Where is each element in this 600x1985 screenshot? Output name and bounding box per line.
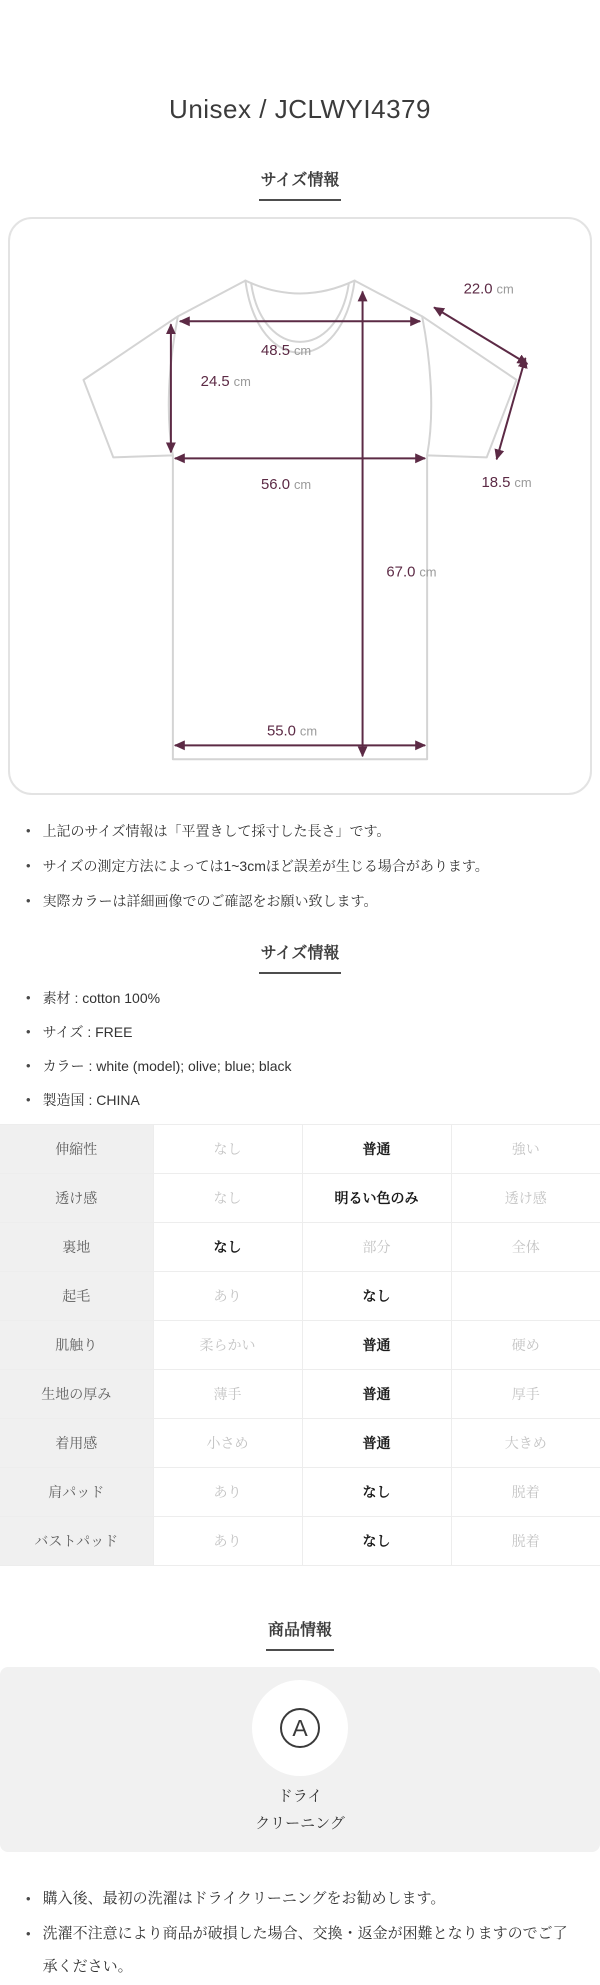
spec-row [0, 1468, 600, 1517]
size-diagram-panel [8, 217, 592, 795]
attribute-value: white (model); olive; blue; black [96, 1058, 292, 1074]
attribute-item [24, 988, 576, 1008]
care-note-text: 洗濯不注意により商品が破損した場合、交換・返金が困難となりますのでご了承ください。 [42, 1925, 568, 1975]
measurement-body-length [363, 291, 437, 756]
spec-option: 全体 [451, 1223, 600, 1272]
attribute-label: 素材 [42, 990, 71, 1006]
detail-section-heading: サイズ情報 [259, 946, 342, 974]
spec-label: 生地の厚み [0, 1370, 153, 1419]
bullet-icon: • [26, 1891, 31, 1906]
measurement-hem [175, 723, 425, 745]
spec-row [0, 1517, 600, 1566]
bullet-icon: • [26, 858, 31, 873]
spec-option: 部分 [302, 1223, 451, 1272]
attribute-separator: : [84, 1058, 97, 1074]
attribute-item [24, 1056, 576, 1076]
measurement-sleeve-length-label: 22.0 cm [463, 281, 514, 298]
spec-option: 硬め [451, 1321, 600, 1370]
bullet-icon: • [26, 893, 31, 908]
measurement-sleeve-opening [481, 358, 531, 491]
spec-option: なし [153, 1125, 302, 1174]
spec-row [0, 1174, 600, 1223]
measurement-sleeve-opening-label: 18.5 cm [481, 475, 532, 492]
spec-option-selected: なし [302, 1517, 451, 1566]
spec-option: なし [153, 1174, 302, 1223]
measurement-chest [175, 458, 425, 493]
spec-option-selected: なし [153, 1223, 302, 1272]
spec-row [0, 1223, 600, 1272]
spec-option: 小さめ [153, 1419, 302, 1468]
product-attributes-list [24, 988, 576, 1110]
attribute-value: cotton 100% [82, 990, 161, 1006]
attribute-text [43, 988, 161, 1008]
note-text: サイズの測定方法によっては1~3cmほど誤差が生じる場合があります。 [42, 858, 489, 874]
attribute-label: サイズ [42, 1024, 84, 1040]
spec-option: あり [153, 1468, 302, 1517]
note-text: 実際カラーは詳細画像でのご確認をお願い致します。 [42, 893, 378, 909]
spec-label: 透け感 [0, 1174, 153, 1223]
size-diagram [10, 219, 590, 793]
attribute-separator: : [84, 1092, 97, 1108]
attribute-separator: : [83, 1024, 96, 1040]
spec-row [0, 1370, 600, 1419]
attribute-item [24, 1090, 576, 1110]
care-note-item [24, 1882, 576, 1915]
spec-option: 薄手 [153, 1370, 302, 1419]
spec-option-selected: 普通 [302, 1370, 451, 1419]
spec-option-selected: 明るい色のみ [302, 1174, 451, 1223]
attribute-text [43, 1090, 140, 1110]
spec-label: 裏地 [0, 1223, 153, 1272]
spec-option [451, 1272, 600, 1321]
spec-row [0, 1419, 600, 1468]
spec-option: 透け感 [451, 1174, 600, 1223]
attribute-text [43, 1056, 292, 1076]
spec-row [0, 1272, 600, 1321]
size-notes-list [24, 821, 576, 911]
care-icon-circle [252, 1680, 348, 1776]
measurement-shoulder [180, 321, 420, 359]
care-section-heading: 商品情報 [266, 1623, 334, 1651]
measurement-shoulder-label: 48.5 cm [261, 343, 312, 360]
bullet-icon: • [26, 990, 31, 1005]
measurement-body-length-label: 67.0 cm [386, 564, 437, 581]
spec-option-selected: 普通 [302, 1125, 451, 1174]
spec-label: 肩パッド [0, 1468, 153, 1517]
page-title: Unisex / JCLWYI4379 [169, 94, 431, 124]
spec-label: 起毛 [0, 1272, 153, 1321]
size-section-heading: サイズ情報 [259, 173, 342, 201]
bullet-icon: • [26, 1926, 31, 1941]
measurement-armhole-depth-label: 24.5 cm [200, 373, 251, 390]
spec-option-selected: なし [302, 1468, 451, 1517]
spec-option: 厚手 [451, 1370, 600, 1419]
spec-option-selected: 普通 [302, 1419, 451, 1468]
spec-option: 強い [451, 1125, 600, 1174]
measurement-chest-label: 56.0 cm [261, 477, 312, 494]
measurement-hem-label: 55.0 cm [266, 723, 318, 740]
bullet-icon: • [26, 1058, 31, 1073]
spec-label: 肌触り [0, 1321, 153, 1370]
note-text: 上記のサイズ情報は「平置きして採寸した長さ」です。 [42, 823, 391, 839]
dry-cleaning-icon: A [280, 1708, 320, 1748]
attribute-item [24, 1022, 576, 1042]
care-notes-list [24, 1882, 576, 1983]
note-item [24, 821, 576, 841]
care-section-header [0, 1622, 600, 1651]
note-item [24, 891, 576, 911]
care-note-item [24, 1917, 576, 1983]
size-section-header [0, 172, 600, 201]
measurement-armhole-depth [171, 324, 251, 452]
bullet-icon: • [26, 823, 31, 838]
spec-option: 柔らかい [153, 1321, 302, 1370]
spec-row [0, 1321, 600, 1370]
spec-option: 大きめ [451, 1419, 600, 1468]
spec-option: あり [153, 1272, 302, 1321]
spec-row [0, 1125, 600, 1174]
attribute-value: FREE [95, 1024, 133, 1040]
detail-section-header [0, 945, 600, 974]
care-note-text: 購入後、最初の洗濯はドライクリーニングをお勧めします。 [42, 1890, 446, 1907]
care-panel [0, 1667, 600, 1852]
attribute-label: 製造国 [42, 1092, 85, 1108]
spec-option: 脱着 [451, 1468, 600, 1517]
attribute-text [43, 1022, 133, 1042]
spec-label: バストパッド [0, 1517, 153, 1566]
note-item [24, 856, 576, 876]
attribute-label: カラー [42, 1058, 85, 1074]
bullet-icon: • [26, 1092, 31, 1107]
spec-label: 着用感 [0, 1419, 153, 1468]
spec-table [0, 1124, 600, 1566]
spec-option-selected: なし [302, 1272, 451, 1321]
attribute-value: CHINA [96, 1092, 140, 1108]
spec-option: あり [153, 1517, 302, 1566]
bullet-icon: • [26, 1024, 31, 1039]
attribute-separator: : [70, 990, 83, 1006]
spec-option: 脱着 [451, 1517, 600, 1566]
spec-label: 伸縮性 [0, 1125, 153, 1174]
care-label-line: クリーニング [255, 1815, 345, 1832]
spec-option-selected: 普通 [302, 1321, 451, 1370]
measurement-sleeve-length [434, 281, 527, 364]
care-label [255, 1783, 345, 1837]
care-label-line: ドライ [277, 1788, 323, 1805]
